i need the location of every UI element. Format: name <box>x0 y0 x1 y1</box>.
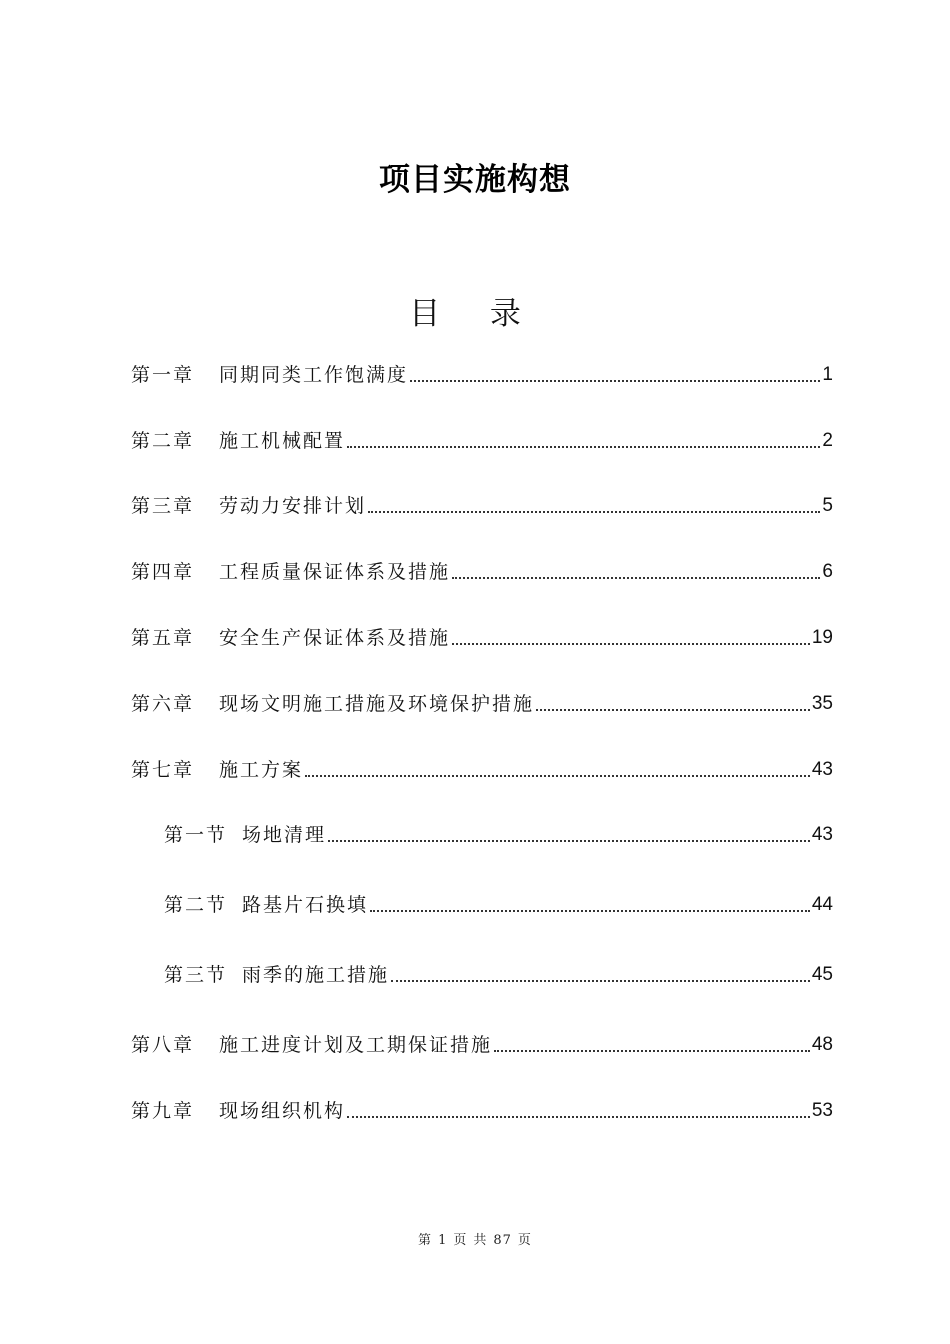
dot-leader <box>347 445 820 448</box>
toc-entry-page: 45 <box>811 964 833 985</box>
toc-entry-page: 2 <box>822 430 833 451</box>
dot-leader <box>536 708 810 711</box>
toc-entry-number: 第九章 <box>131 1100 195 1122</box>
toc-entry-number: 第三章 <box>131 495 195 517</box>
footer-prefix: 第 <box>418 1233 433 1248</box>
toc-entry-title: 现场文明施工措施及环境保护措施 <box>219 693 535 715</box>
toc-heading: 目 录 <box>409 296 541 332</box>
toc-entry-page: 19 <box>811 627 833 648</box>
toc-entry-title: 路基片石换填 <box>242 894 369 916</box>
toc-entry-page: 43 <box>811 824 833 845</box>
toc-entry-title: 场地清理 <box>242 824 327 846</box>
toc-entry-title: 同期同类工作饱满度 <box>219 364 409 386</box>
dot-leader <box>452 576 820 579</box>
toc-subentry[interactable] <box>164 957 833 987</box>
toc-entry-number: 第七章 <box>131 759 195 781</box>
dot-leader <box>494 1049 810 1052</box>
toc-entry[interactable] <box>131 686 833 716</box>
dot-leader <box>305 774 810 777</box>
document-title: 项目实施构想 <box>379 162 571 198</box>
toc-entry-page: 48 <box>811 1034 833 1055</box>
toc-subentry[interactable] <box>164 817 833 847</box>
toc-entry-number: 第一节 <box>164 824 228 846</box>
dot-leader <box>452 642 810 645</box>
dot-leader <box>368 510 820 513</box>
dot-leader <box>328 839 810 842</box>
toc-entry-number: 第八章 <box>131 1034 195 1056</box>
footer-suffix: 页 <box>517 1233 532 1248</box>
toc-entry-page: 6 <box>822 561 833 582</box>
toc-entry-title: 安全生产保证体系及措施 <box>219 627 451 649</box>
toc-subentry[interactable] <box>164 887 833 917</box>
toc-entry-number: 第五章 <box>131 627 195 649</box>
toc-entry-page: 1 <box>822 364 833 385</box>
toc-entry[interactable] <box>131 554 833 584</box>
dot-leader <box>347 1115 810 1118</box>
toc-entry[interactable] <box>131 1027 833 1057</box>
toc-entry[interactable] <box>131 423 833 453</box>
toc-entry-title: 雨季的施工措施 <box>242 964 390 986</box>
toc-entry[interactable] <box>131 357 833 387</box>
footer-page-word: 页 <box>453 1233 468 1248</box>
toc-entry-page: 35 <box>811 693 833 714</box>
toc-entry-title: 施工机械配置 <box>219 430 346 452</box>
toc-entry-number: 第二节 <box>164 894 228 916</box>
toc-entry[interactable] <box>131 752 833 782</box>
toc-entry-title: 工程质量保证体系及措施 <box>219 561 451 583</box>
toc-entry-number: 第三节 <box>164 964 228 986</box>
toc-entry-number: 第四章 <box>131 561 195 583</box>
toc-entry-page: 5 <box>822 495 833 516</box>
footer-total-pages: 87 <box>493 1233 512 1248</box>
toc-entry-page: 53 <box>811 1100 833 1121</box>
toc-entry-title: 现场组织机构 <box>219 1100 346 1122</box>
toc-entry[interactable] <box>131 620 833 650</box>
toc-entry-number: 第二章 <box>131 430 195 452</box>
toc-entry-title: 施工进度计划及工期保证措施 <box>219 1034 493 1056</box>
toc-entry[interactable] <box>131 1093 833 1123</box>
footer-total-word: 共 <box>473 1233 488 1248</box>
page-footer <box>0 1229 950 1248</box>
toc-entry-number: 第六章 <box>131 693 195 715</box>
dot-leader <box>370 909 810 912</box>
toc-entry-page: 44 <box>811 894 833 915</box>
dot-leader <box>391 979 810 982</box>
toc-entry-title: 施工方案 <box>219 759 304 781</box>
toc-entry[interactable] <box>131 488 833 518</box>
toc-entry-page: 43 <box>811 759 833 780</box>
toc-entry-title: 劳动力安排计划 <box>219 495 367 517</box>
toc-entry-number: 第一章 <box>131 364 195 386</box>
dot-leader <box>410 379 820 382</box>
footer-current-page: 1 <box>438 1233 448 1248</box>
